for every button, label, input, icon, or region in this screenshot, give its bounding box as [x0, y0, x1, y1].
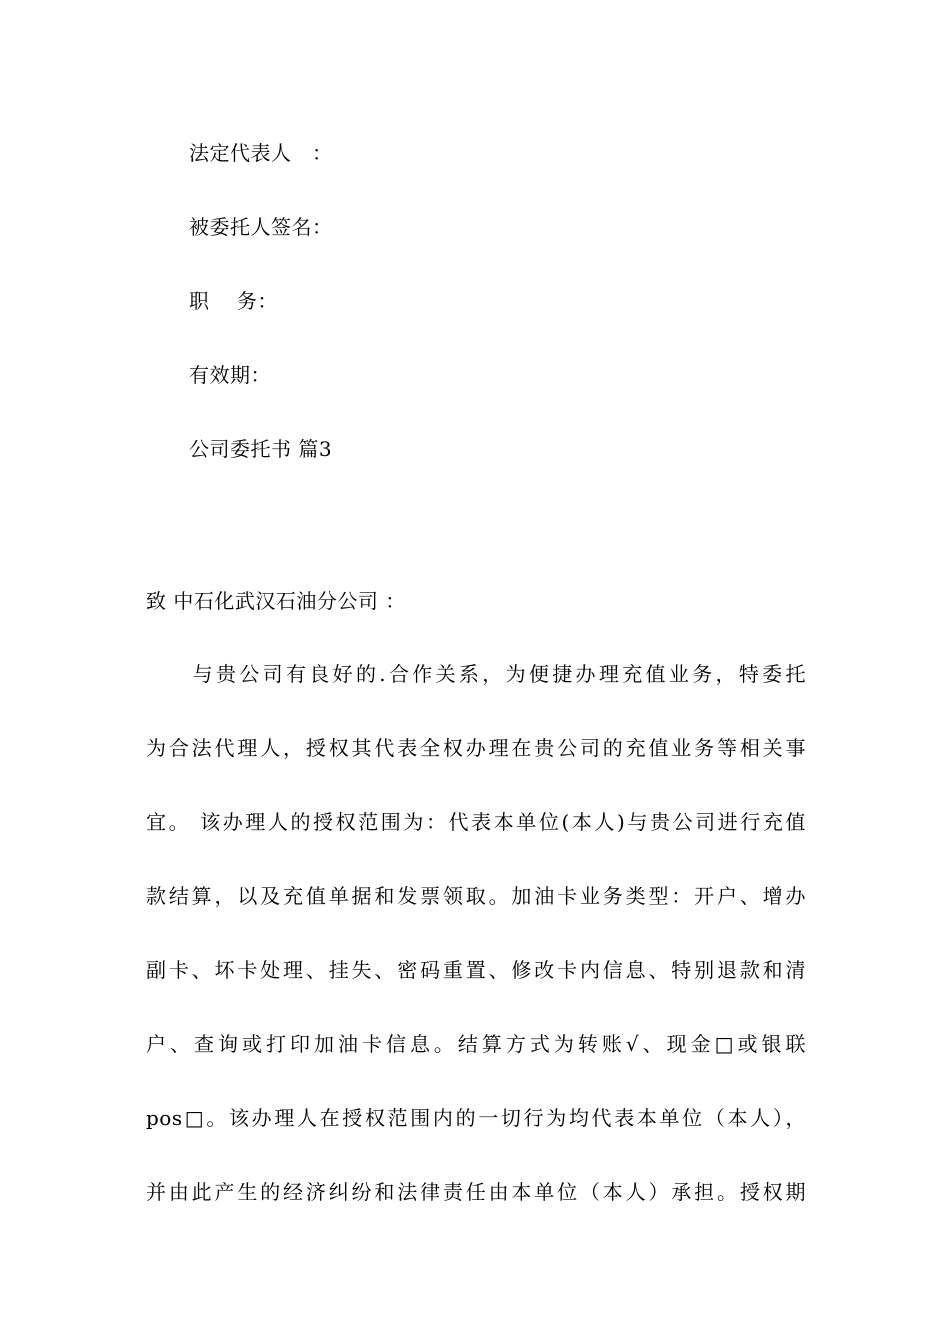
letter-line: 户、查询或打印加油卡信息。结算方式为转账√、现金□或银联: [146, 1032, 806, 1056]
letter-line: 为合法代理人，授权其代表全权办理在贵公司的充值业务等相关事: [146, 736, 806, 760]
letter-line: 款结算，以及充值单据和发票领取。加油卡业务类型：开户、增办: [146, 884, 806, 908]
letter-line: pos□。该办理人在授权范围内的一切行为均代表本单位（本人），: [146, 1106, 806, 1130]
letter-line: 并由此产生的经济纠纷和法律责任由本单位（本人）承担。授权期: [146, 1180, 806, 1204]
section-title: 公司委托书 篇3: [189, 437, 333, 461]
trustee-signature-field: 被委托人签名：: [189, 215, 333, 239]
letter-line: 与贵公司有良好的.合作关系，为便捷办理充值业务，特委托: [146, 662, 806, 686]
legal-rep-field: 法定代表人 ：: [189, 141, 333, 165]
letter-addressee: 致 中石化武汉石油分公司 ：: [146, 589, 406, 613]
validity-field: 有效期：: [189, 363, 271, 387]
position-field: 职 务：: [189, 289, 278, 313]
letter-line: 副卡、坏卡处理、挂失、密码重置、修改卡内信息、特别退款和清: [146, 958, 806, 982]
letter-line: 宜。 该办理人的授权范围为：代表本单位(本人)与贵公司进行充值: [146, 810, 806, 834]
